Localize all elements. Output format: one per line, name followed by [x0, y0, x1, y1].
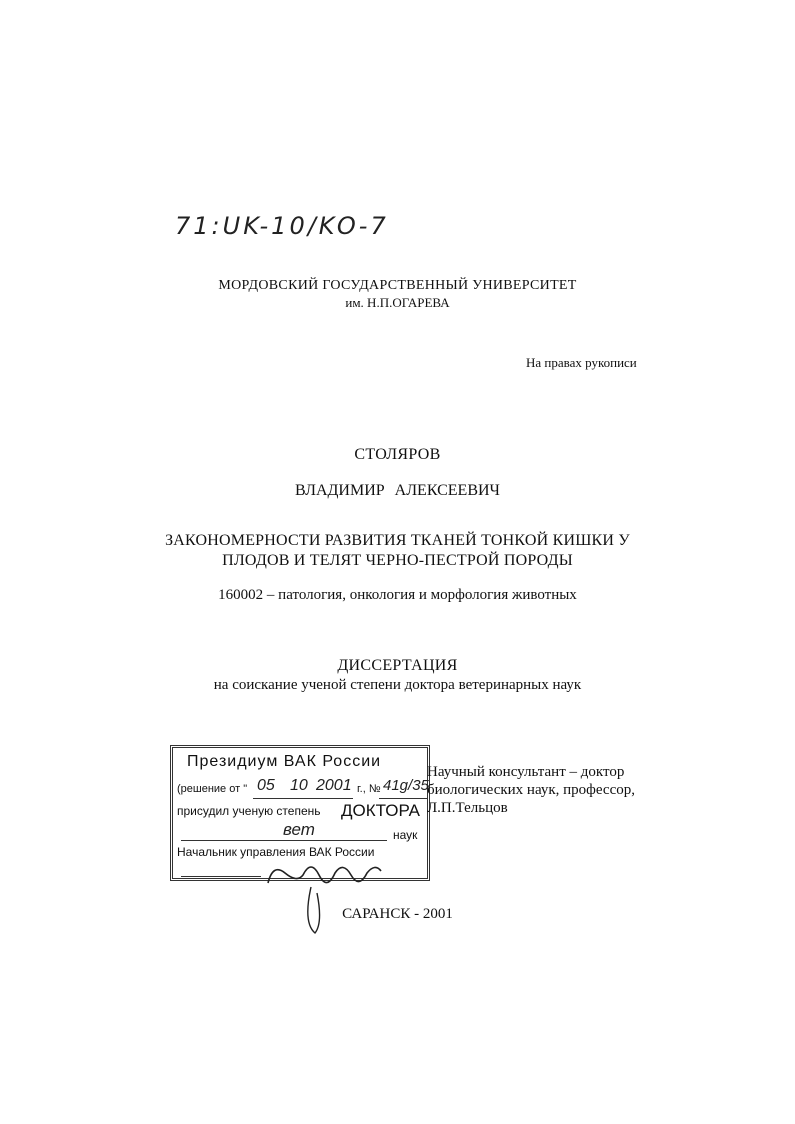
- stamp-degree: ДОКТОРА: [341, 801, 421, 820]
- stamp-field-handwritten: вет: [283, 820, 315, 839]
- degree-line: на соискание ученой степени доктора ветеринарных наук: [213, 677, 582, 693]
- consultant-line-2: биологических наук, профессор,: [427, 782, 635, 798]
- stamp-signature: [263, 853, 383, 913]
- stamp-awarded: присудил ученую степень: [177, 804, 321, 818]
- specialty: 160002 – патология, онкология и морфология животных: [218, 587, 577, 603]
- stamp-chief: Начальник управления ВАК России: [177, 845, 375, 859]
- stamp-decision-number: 41g/35: [383, 777, 429, 794]
- author-surname: СТОЛЯРОВ: [354, 446, 441, 463]
- title-line-2: ПЛОДОВ И ТЕЛЯТ ЧЕРНО-ПЕСТРОЙ ПОРОДЫ: [222, 552, 573, 569]
- archive-code: 71:UK-10/KO-7: [175, 212, 389, 240]
- stamp-decision-g: г., №: [357, 783, 381, 795]
- stamp-decision-year: 2001: [316, 777, 352, 794]
- consultant-line-1: Научный консультант – доктор: [427, 764, 625, 780]
- stamp-decision-day: 05: [257, 777, 275, 794]
- vak-stamp: [170, 745, 430, 881]
- university-name: МОРДОВСКИЙ ГОСУДАРСТВЕННЫЙ УНИВЕРСИТЕТ: [218, 278, 577, 293]
- manuscript-rights: На правах рукописи: [526, 355, 637, 370]
- stamp-field-suffix: наук: [393, 828, 418, 842]
- title-line-1: ЗАКОНОМЕРНОСТИ РАЗВИТИЯ ТКАНЕЙ ТОНКОЙ КИШКИ У: [165, 532, 630, 549]
- university-named-after: им. Н.П.ОГАРЕВА: [345, 295, 450, 310]
- stamp-header: Президиум ВАК России: [187, 753, 382, 770]
- author-name: ВЛАДИМИР АЛЕКСЕЕВИЧ: [295, 482, 500, 499]
- consultant-line-3: Л.П.Тельцов: [427, 800, 508, 816]
- stamp-decision-prefix: (решение от ": [177, 783, 248, 795]
- doc-type: ДИССЕРТАЦИЯ: [337, 657, 458, 674]
- stamp-decision-month: 10: [290, 777, 308, 794]
- footer-city-year: САРАНСК - 2001: [342, 906, 453, 922]
